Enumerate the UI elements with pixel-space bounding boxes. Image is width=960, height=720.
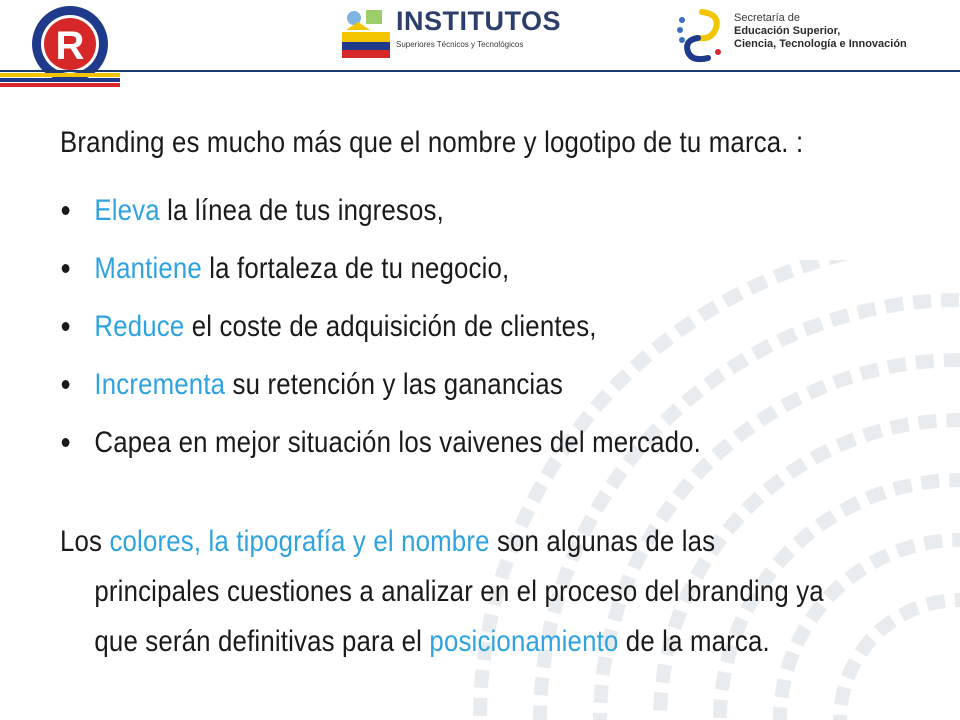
closing-highlight-2: posicionamiento: [429, 625, 619, 658]
senescyt-emblem-icon: [676, 6, 726, 64]
closing-lead: Los: [60, 525, 110, 558]
bullet-text: su retención y las ganancias: [225, 368, 563, 401]
header: [0, 0, 960, 95]
senescyt-text: [734, 12, 907, 51]
bullet-highlight: Mantiene: [94, 252, 202, 285]
institutos-logo: [338, 4, 562, 66]
bullet-item-3: [60, 298, 808, 356]
institute-seal-logo: [30, 4, 110, 84]
closing-line-3: [60, 617, 920, 667]
flag-stripe-yellow: [0, 73, 120, 77]
bullet-text: Capea en mejor situación los vaivenes del mercado.: [94, 426, 702, 459]
flag-stripe-blue: [0, 78, 120, 82]
closing-line-1: [60, 517, 920, 567]
senescyt-line-1: Secretaría de: [734, 12, 801, 24]
flag-stripe-red: [0, 83, 120, 87]
closing-line-2: principales cuestiones a analizar en el proceso del branding ya: [94, 575, 824, 608]
closing-line-3-post: de la marca.: [618, 625, 770, 658]
bullet-item-5: [60, 414, 808, 472]
senescyt-line-2: Educación Superior,: [734, 25, 841, 37]
institutos-emblem-icon: [338, 4, 394, 62]
flag-stripes: [0, 73, 120, 87]
bullet-highlight: Incrementa: [94, 368, 226, 401]
closing-mid: son algunas de las: [489, 525, 716, 558]
bullet-highlight: Eleva: [94, 194, 160, 227]
closing-highlight-1: colores, la tipografía y el nombre: [109, 525, 490, 558]
bullet-item-1: [60, 182, 808, 240]
bullet-item-2: [60, 240, 808, 298]
slide-content: [60, 118, 824, 658]
bullet-dot: [62, 380, 70, 389]
bullet-dot: [62, 438, 70, 447]
seal-letter: R: [55, 24, 85, 68]
institutos-title: INSTITUTOS: [396, 6, 562, 36]
intro-text: Branding es mucho más que el nombre y logotipo de tu marca. :: [60, 126, 804, 159]
senescyt-logo: [676, 6, 926, 64]
bullet-text: la fortaleza de tu negocio,: [201, 252, 510, 285]
senescyt-line-3: Ciencia, Tecnología e Innovación: [734, 38, 907, 50]
bullet-list: [60, 182, 808, 472]
bullet-item-4: [60, 356, 808, 414]
closing-line-3-pre: que serán definitivas para el: [94, 625, 430, 658]
bullet-dot: [62, 264, 70, 273]
bullet-dot: [62, 206, 70, 215]
bullet-text: el coste de adquisición de clientes,: [184, 310, 597, 343]
bullet-text: la línea de tus ingresos,: [159, 194, 444, 227]
header-divider: [0, 70, 960, 72]
closing-paragraph: [60, 517, 920, 667]
bullet-dot: [62, 322, 70, 331]
institutos-subtitle: Superiores Técnicos y Tecnológicos: [396, 40, 524, 49]
bullet-highlight: Reduce: [94, 310, 185, 343]
